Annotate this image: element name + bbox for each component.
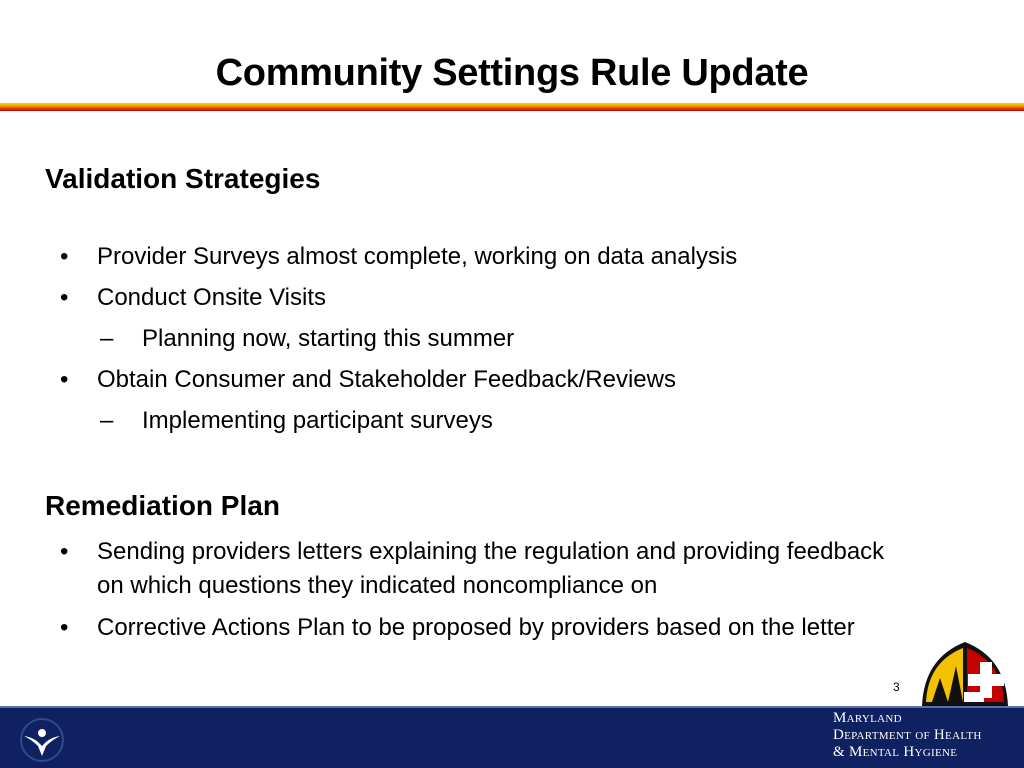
list-item-text: Corrective Actions Plan to be proposed by providers based on the letter — [97, 614, 855, 641]
dash-icon: – — [100, 325, 114, 352]
sub-list-item-text: Implementing participant surveys — [142, 407, 493, 434]
bullet-icon: • — [60, 366, 69, 393]
title-divider — [0, 103, 1024, 111]
department-name-line1: Maryland — [833, 710, 902, 726]
list-item-text-continued: on which questions they indicated noncompliance on — [97, 572, 658, 599]
bullet-icon: • — [60, 614, 69, 641]
sub-list-item-text: Planning now, starting this summer — [142, 325, 515, 352]
department-name — [833, 710, 982, 761]
bullet-icon: • — [60, 284, 69, 311]
maryland-flag-logo-icon — [918, 638, 1012, 708]
list-item-text: Provider Surveys almost complete, working on data analysis — [97, 243, 738, 270]
dash-icon: – — [100, 407, 114, 434]
hhs-eagle-logo-icon — [14, 716, 70, 764]
bullet-icon: • — [60, 243, 69, 270]
list-item-text: Sending providers letters explaining the regulation and providing feedback — [97, 538, 885, 565]
remediation-heading: Remediation Plan — [45, 490, 280, 521]
list-item-text: Conduct Onsite Visits — [97, 284, 326, 311]
list-item-text: Obtain Consumer and Stakeholder Feedback/Reviews — [97, 366, 676, 393]
validation-heading: Validation Strategies — [45, 163, 321, 194]
slide-title: Community Settings Rule Update — [215, 52, 809, 94]
bullet-icon: • — [60, 538, 69, 565]
department-name-line3: & Mental Hygiene — [833, 744, 958, 760]
department-name-line2: Department of Health — [833, 727, 982, 743]
slide-number: 3 — [893, 680, 900, 694]
